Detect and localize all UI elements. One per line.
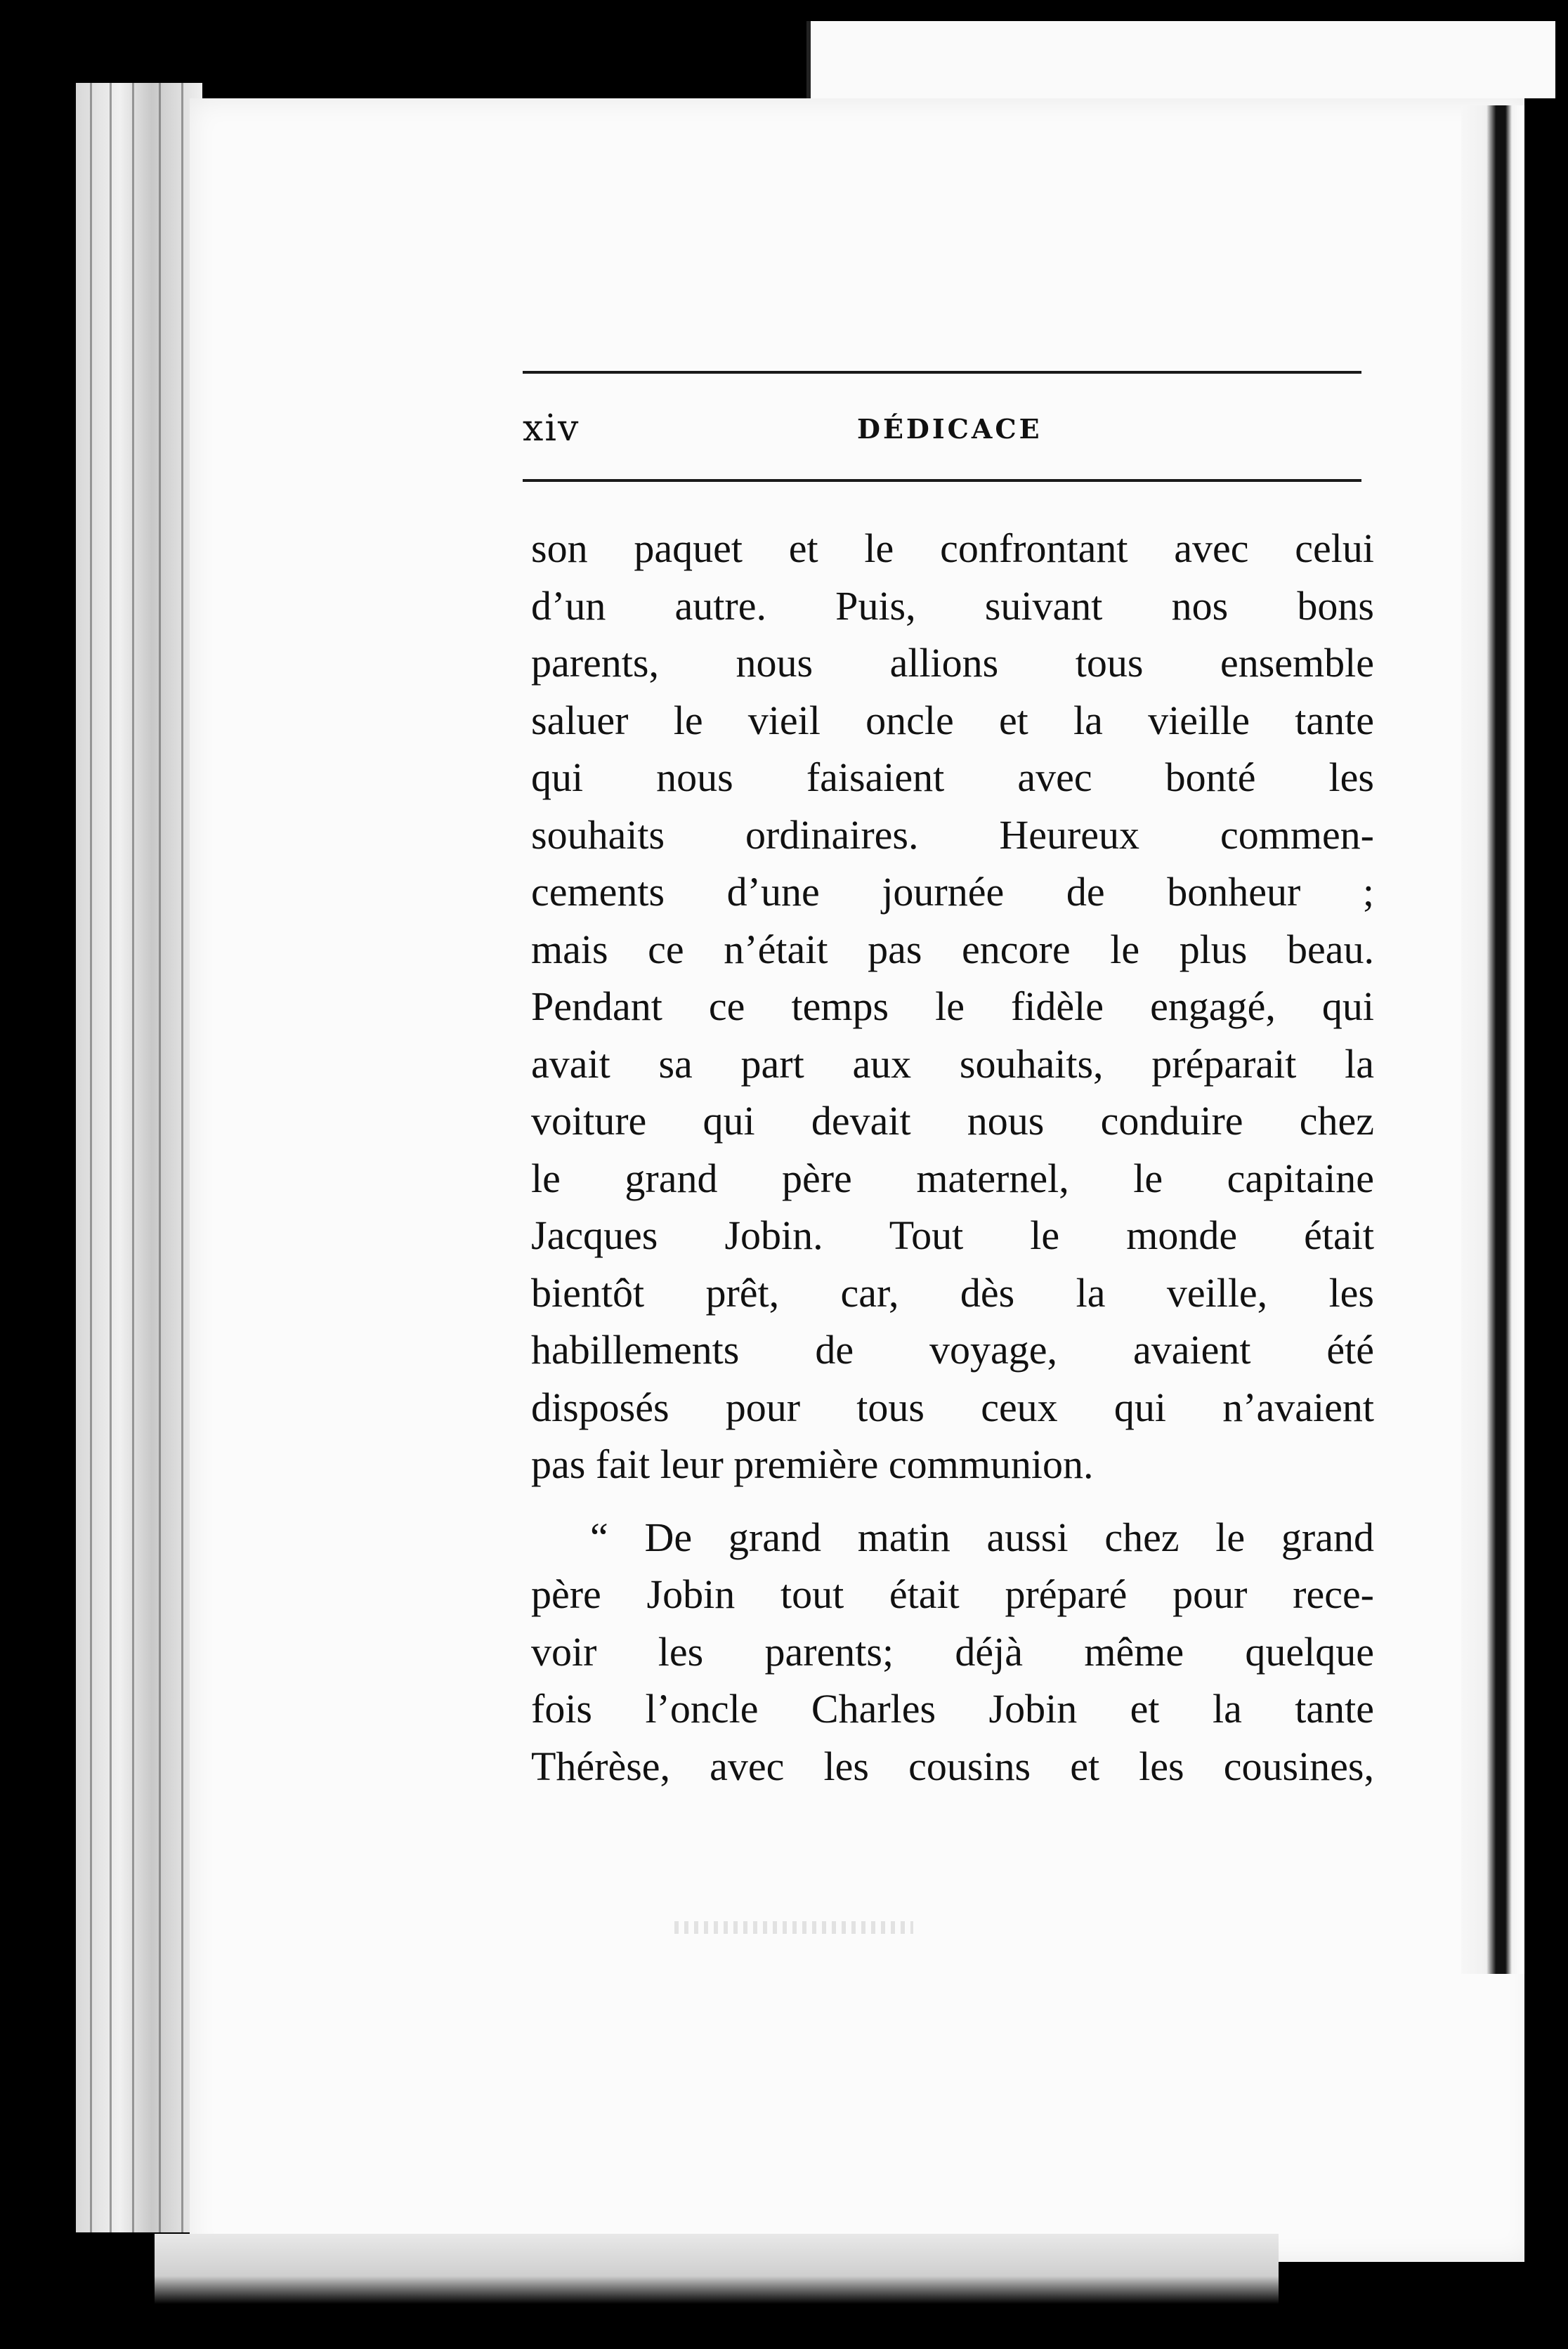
bottom-page-edge [155, 2234, 1279, 2304]
show-through-smudge [674, 1921, 913, 1934]
body-text [531, 520, 1374, 1795]
text-line: avait sa part aux souhaits, préparait la [531, 1040, 1374, 1087]
text-line: Thérèse, avec les cousins et les cousines, [531, 1743, 1374, 1789]
text-line: qui nous faisaient avec bonté les [531, 754, 1374, 800]
text-line: disposés pour tous ceux qui n’avaient [531, 1384, 1374, 1430]
text-line: son paquet et le confrontant avec celui [531, 525, 1374, 571]
text-line: Pendant ce temps le fidèle engagé, qui [531, 983, 1374, 1029]
text-line: Jacques Jobin. Tout le monde était [531, 1212, 1374, 1258]
book-page-edges [76, 83, 202, 2232]
page-number: xiv [523, 407, 580, 450]
text-line: voiture qui devait nous conduire chez [531, 1098, 1374, 1144]
text-line: saluer le vieil oncle et la vieille tante [531, 697, 1374, 743]
text-line: père Jobin tout était préparé pour rece- [531, 1571, 1374, 1617]
text-line: le grand père maternel, le capitaine [531, 1155, 1374, 1201]
header-rule-top [523, 371, 1361, 374]
text-line: d’un autre. Puis, suivant nos bons [531, 582, 1374, 629]
text-line: “ De grand matin aussi chez le grand [590, 1514, 1374, 1560]
text-line: souhaits ordinaires. Heureux commen- [531, 811, 1374, 858]
text-line: cements d’une journée de bonheur ; [531, 869, 1374, 915]
text-line: mais ce n’était pas encore le plus beau. [531, 926, 1374, 972]
text-line: parents, nous allions tous ensemble [531, 640, 1374, 686]
right-margin-strip [1461, 105, 1524, 1974]
top-tab [806, 21, 1555, 98]
text-line: fois l’oncle Charles Jobin et la tante [531, 1686, 1374, 1732]
running-head [523, 407, 1361, 457]
right-border [1524, 98, 1568, 2349]
text-line: bientôt prêt, car, dès la veille, les [531, 1269, 1374, 1316]
header-title: DÉDICACE [857, 413, 1043, 445]
header-rule-bottom [523, 479, 1361, 482]
text-line: pas fait leur première communion. [531, 1441, 1094, 1487]
text-line: voir les parents; déjà même quelque [531, 1628, 1374, 1675]
text-line: habillements de voyage, avaient été [531, 1327, 1374, 1373]
